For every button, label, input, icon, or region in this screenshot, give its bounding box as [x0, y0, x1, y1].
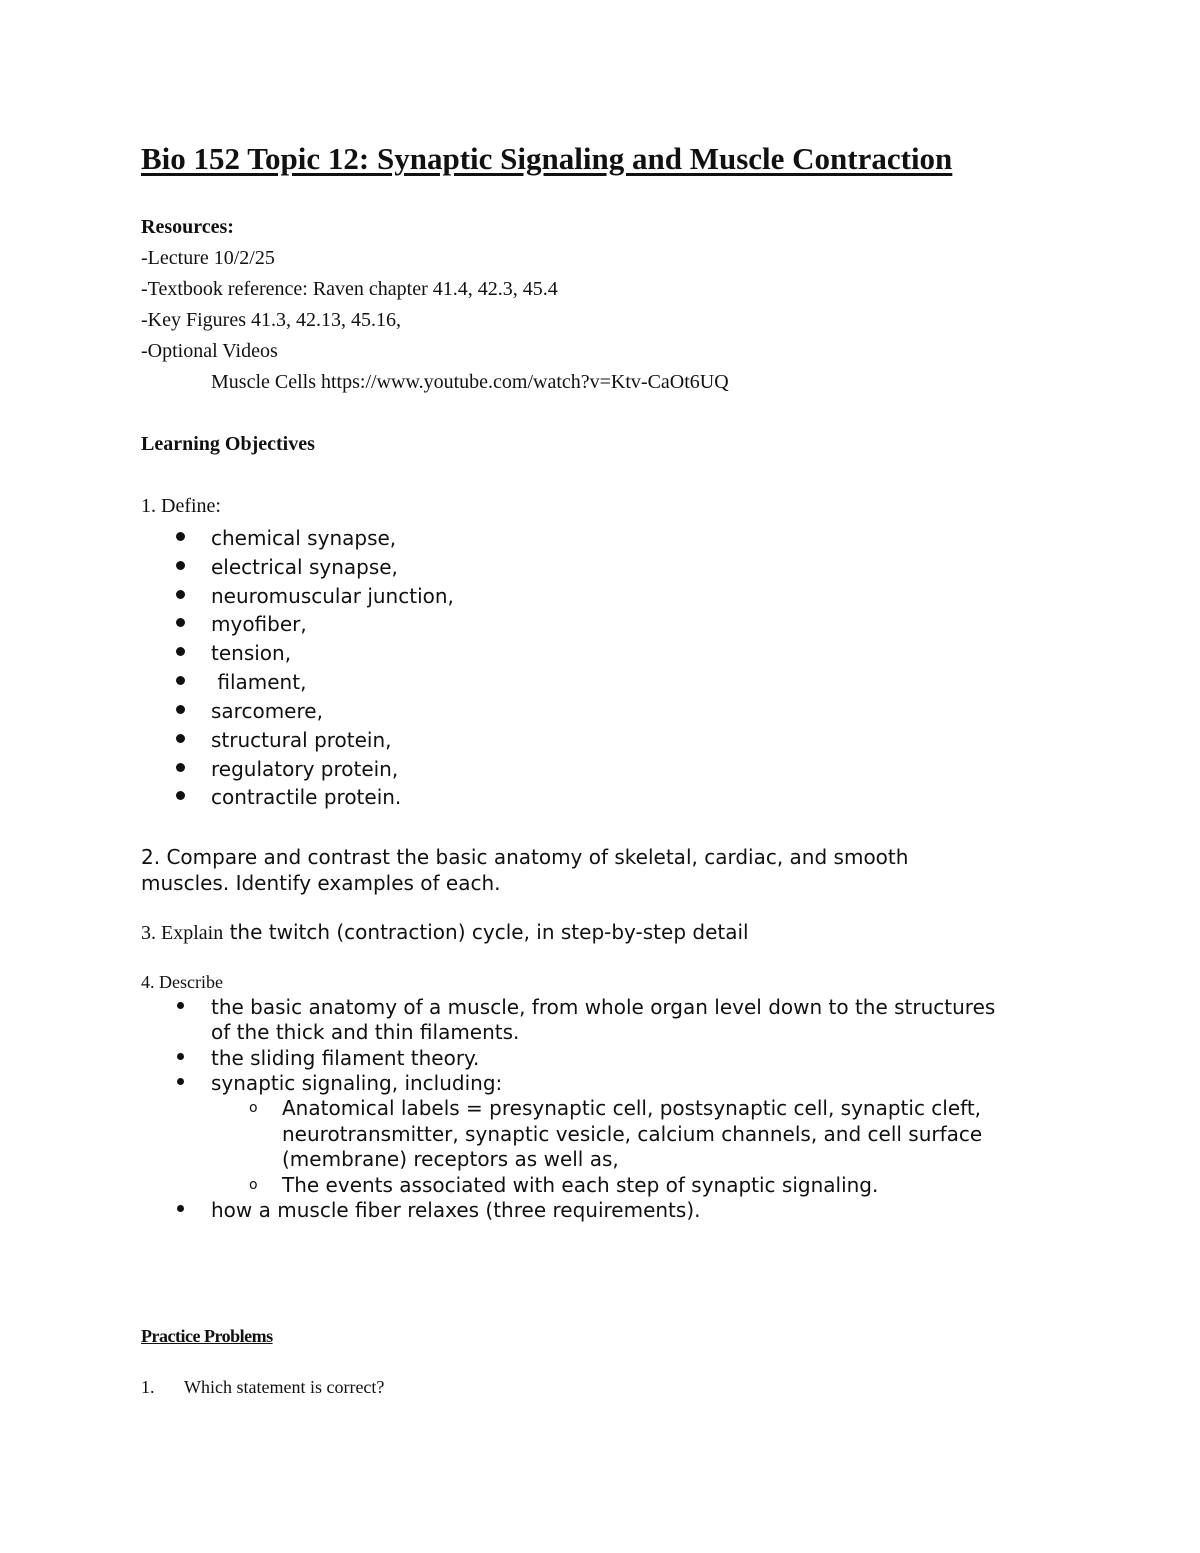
- describe-item-anatomy-line-1: the basic anatomy of a muscle, from whole organ level down to the structures: [211, 995, 996, 1019]
- resource-lecture: -Lecture 10/2/25: [141, 247, 275, 269]
- define-item: tension,: [211, 641, 292, 665]
- define-item: contractile protein.: [211, 785, 402, 809]
- circle-bullet-icon: o: [249, 1100, 258, 1116]
- define-item: sarcomere,: [211, 699, 323, 723]
- define-item: neuromuscular junction,: [211, 584, 454, 608]
- resource-video-link[interactable]: Muscle Cells https://www.youtube.com/watch?v=Ktv-CaOt6UQ: [211, 371, 729, 393]
- objective-2-line-1: 2. Compare and contrast the basic anatomy of skeletal, cardiac, and smooth: [141, 845, 909, 869]
- resource-key-figures: -Key Figures 41.3, 42.13, 45.16,: [141, 309, 401, 331]
- bullet-icon: [177, 1205, 184, 1212]
- bullet-icon: [176, 734, 185, 743]
- circle-bullet-icon: o: [249, 1177, 258, 1193]
- define-item: myofiber,: [211, 612, 307, 636]
- objectives-heading: Learning Objectives: [141, 433, 315, 455]
- practice-heading: Practice Problems: [141, 1326, 273, 1346]
- bullet-icon: [176, 791, 185, 800]
- bullet-icon: [176, 705, 185, 714]
- question-1-number: 1.: [141, 1377, 155, 1397]
- question-1-text: Which statement is correct?: [184, 1377, 385, 1397]
- sub-item-anatomical-line-2: neurotransmitter, synaptic vesicle, calcium channels, and cell surface: [282, 1122, 983, 1146]
- resource-optional-videos: -Optional Videos: [141, 340, 278, 362]
- bullet-icon: [177, 1002, 184, 1009]
- bullet-icon: [177, 1078, 184, 1085]
- sub-item-anatomical-line-1: Anatomical labels = presynaptic cell, postsynaptic cell, synaptic cleft,: [282, 1096, 982, 1120]
- objective-3-prefix: 3. Explain: [141, 922, 224, 944]
- define-item: electrical synapse,: [211, 555, 398, 579]
- define-item: structural protein,: [211, 728, 392, 752]
- resource-textbook: -Textbook reference: Raven chapter 41.4, 42.3, 45.4: [141, 278, 558, 300]
- define-item: filament,: [211, 670, 307, 694]
- describe-item-relax: how a muscle fiber relaxes (three requirements).: [211, 1198, 701, 1222]
- bullet-icon: [176, 590, 185, 599]
- describe-item-anatomy-line-2: of the thick and thin filaments.: [211, 1020, 520, 1044]
- bullet-icon: [176, 647, 185, 656]
- define-item: regulatory protein,: [211, 757, 399, 781]
- resources-heading: Resources:: [141, 216, 234, 238]
- sub-item-anatomical-line-3: (membrane) receptors as well as,: [282, 1147, 619, 1171]
- objective-4-label: 4. Describe: [141, 972, 223, 992]
- bullet-icon: [176, 618, 185, 627]
- page-title: Bio 152 Topic 12: Synaptic Signaling and Muscle Contraction: [141, 141, 953, 176]
- objective-3-text: the twitch (contraction) cycle, in step-by-step detail: [223, 920, 749, 944]
- sub-item-events: The events associated with each step of synaptic signaling.: [282, 1173, 879, 1197]
- bullet-icon: [176, 561, 185, 570]
- bullet-icon: [176, 763, 185, 772]
- bullet-icon: [177, 1053, 184, 1060]
- bullet-icon: [176, 532, 185, 541]
- define-item: chemical synapse,: [211, 526, 397, 550]
- describe-item-synaptic: synaptic signaling, including:: [211, 1071, 503, 1095]
- objective-2-line-2: muscles. Identify examples of each.: [141, 871, 501, 895]
- describe-item-sliding: the sliding filament theory.: [211, 1046, 480, 1070]
- objective-3: [141, 920, 749, 945]
- objective-1-label: 1. Define:: [141, 495, 221, 517]
- bullet-icon: [176, 676, 185, 685]
